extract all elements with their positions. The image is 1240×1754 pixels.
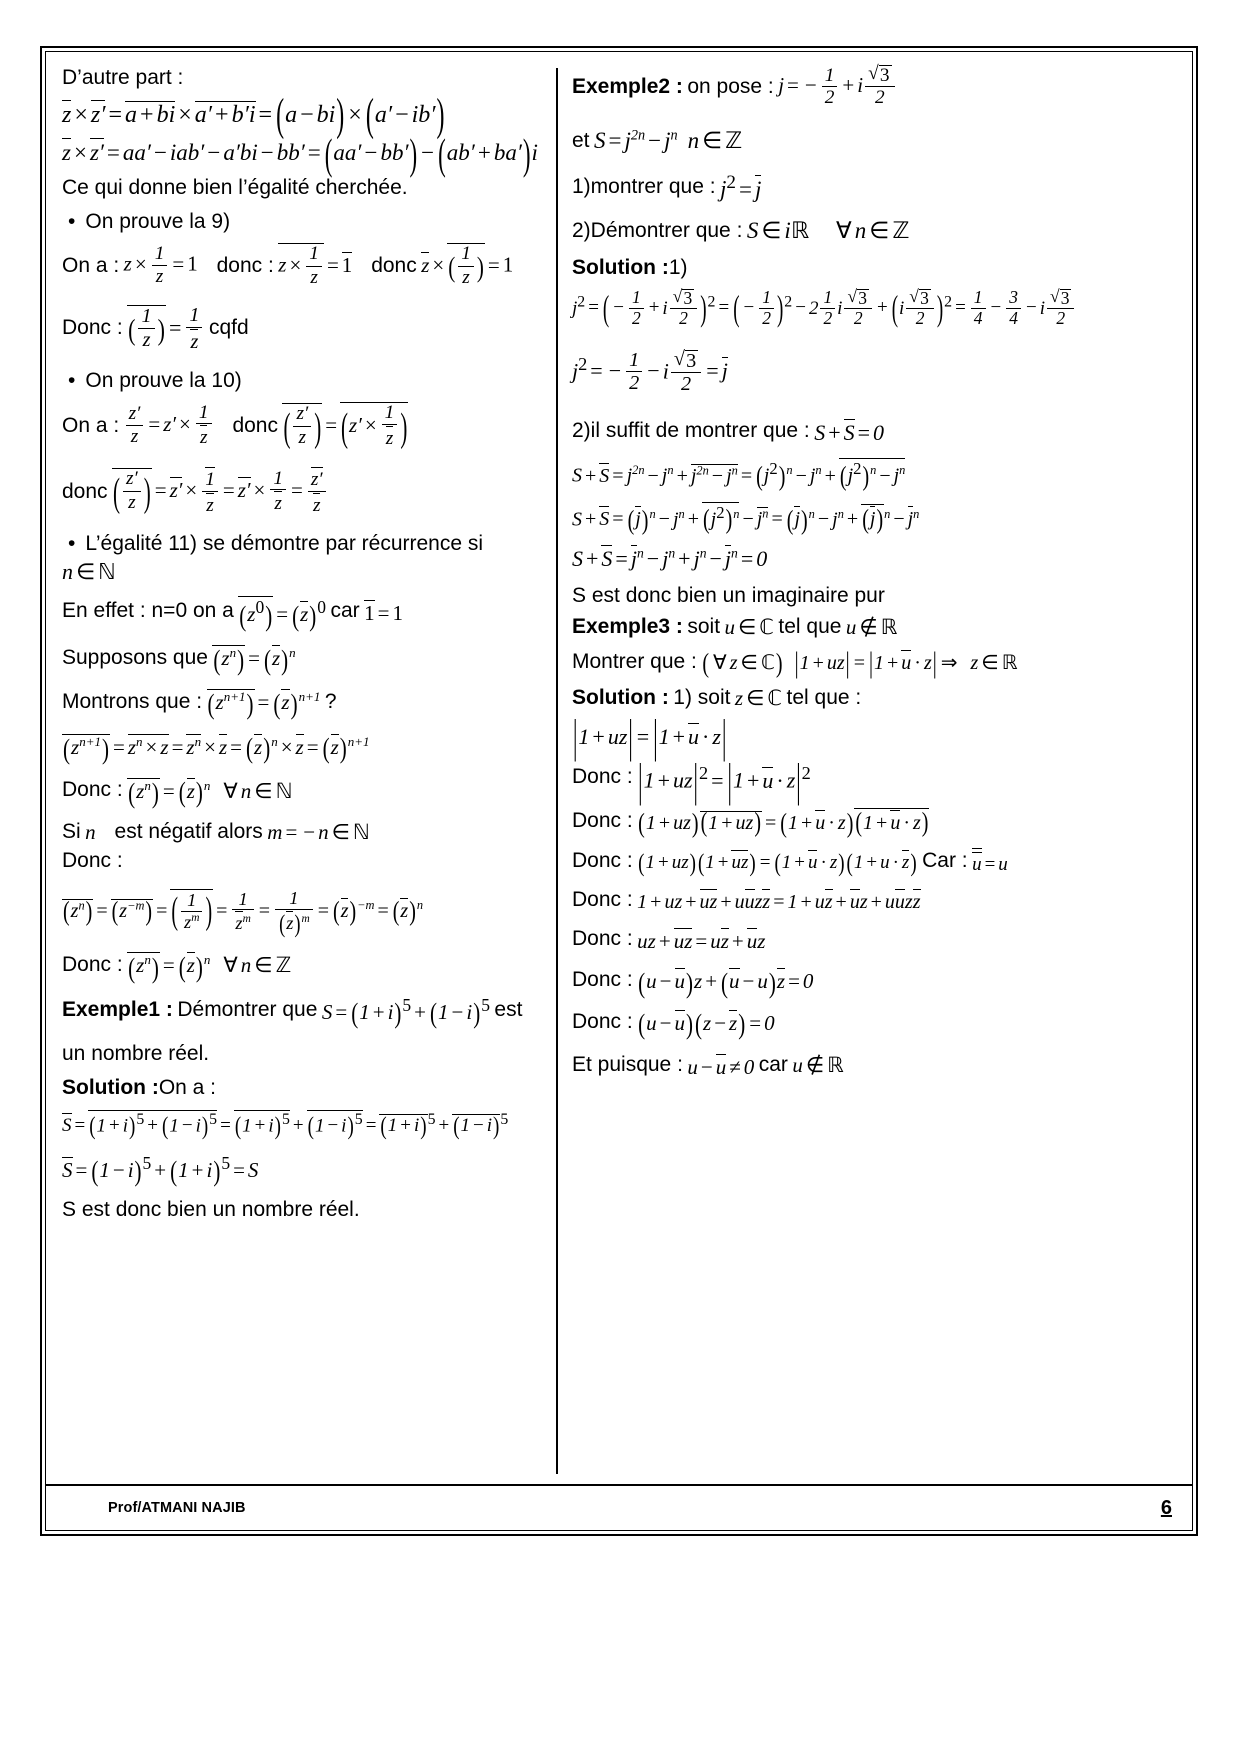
equation-factored-1: Donc : (u − u)z + (u − u)z = 0 [572,966,814,999]
equation-si-n-negatif: Si n est négatif alors m = − n ∈ ℕ [62,819,370,844]
equation-Sbar-result: $S = (1 - i)^5 + (1 + i)^5 = S$ [62,1152,259,1188]
equation-recurrence-step: $(z^{n+1}) = z^n \times z = z^n \times z = (z)^n \times z = (z)^{n+1}$ [63,731,370,765]
solution1-label: Solution : [62,1076,159,1100]
et-label: et [572,128,590,152]
equation-modulus-squared: Donc : $|1 + uz|^2 = |1 + u \cdot z|^2$ [572,753,811,806]
donc-label-2: donc [371,253,417,277]
bullet-prouve-9 [62,210,548,234]
q2-intro-label: 2)il suffit de montrer que : [572,419,810,443]
solution3-line: Solution : 1) soit z ∈ ℂ tel que : [572,686,862,711]
line-dautre-part: D’autre part : [62,66,184,89]
equation-expansion: Donc : 1 + uz + uz + uuzz = 1 + uz + uz + uuzz [572,888,921,914]
equation-prove-9-line1: On a : z × $\frac{1}{z}$ = 1 donc : z × $\frac{1}{z}$ = 1 donc z × ( $\frac{1}{z}$ ) = 1 [62,243,514,288]
bullet-dot-icon: • [68,210,76,234]
car-label-r: Car : [922,849,968,873]
exemple2-text: on pose : [687,74,774,98]
question-mark: ? [324,690,337,714]
footer-page-number: 6 [1160,1496,1172,1519]
donc-label-r5: Donc : [572,927,633,951]
equation-simplified: Donc : uz + uz = uz + uz [572,927,766,953]
equation-j-squared-result: $j^2$ = − $\frac{1}{2}$ − i √ $\frac{3}{2}$ = j [572,351,1182,395]
exemple1-text: Démontrer que [177,998,318,1022]
exemple3-montrer: Montrer que : ( ∀ z ∈ ℂ) |1 + uz| = |1 + u · z| ⇒ z ∈ ℝ [572,646,1018,680]
equation-S-plus-Sbar-2: $S + S = (j)^n - j^n + (j^2)^n - j^n = (j)^n - j^n + (j)^n - j^n$ [572,502,920,536]
donc-label-r2: Donc : [572,808,633,832]
donc-label-4: donc [232,413,278,437]
donc-label-r4: Donc : [572,888,633,912]
two-column-body [46,52,1192,1484]
bullet-egalite-11 [62,532,548,556]
solution1-line [62,1076,548,1101]
donc-label-1: donc : [216,253,274,277]
right-conclusion-2: S est donc bien un imaginaire pur [572,584,885,608]
si-label: Si [62,819,81,843]
equation-conjugate-product-2: Donc : (1 + uz) (1 + uz) = (1 + u · z) (1 + u · z) Car : u = u [572,849,1008,878]
equation-montrons: Montrons que : $(z^{n+1}) = (z)^{n+1}$ ? [62,687,337,721]
et-puisque-label: Et puisque : [572,1053,683,1077]
car-label-2: car [758,1053,788,1077]
exemple2-S-definition: et $S = j^{2n} - j^n$ n ∈ ℤ [572,127,743,155]
footer-author: Prof/ATMANI NAJIB [108,1500,246,1516]
montrons-label: Montrons que : [62,690,203,714]
left-conclusion: S est donc bien un nombre réel. [62,1198,360,1222]
equation-et-puisque: Et puisque : u − u ≠ 0 car u ∉ ℝ [572,1053,844,1079]
equation-conjugate-product-1: Donc : (1 + uz) (1 + uz) = (1 + u · z) (1 + u · z) [572,808,929,839]
line-ce-qui-donne: Ce qui donne bien l’égalité cherchée. [62,176,408,200]
donc-label-r3: Donc : [572,849,633,873]
question2-label: 2)Démontrer que : [572,219,743,243]
question2-intro: 2)il suffit de montrer que : S + S = 0 [572,419,885,446]
page-footer [46,1484,1192,1530]
donc-label-r7: Donc : [572,1010,633,1034]
equation-modulus-eq: |1 + uz| = |1 + u · z| [573,709,727,763]
exemple3-telque: tel que [778,614,842,638]
equation-factored-2: Donc : (u − u)(z − z) = 0 [572,1007,775,1041]
equation-prove-9-result: Donc : ( $\frac{1}{z}$ ) = $\frac{1}{z}$ cqfd [62,304,249,353]
est-negatif-label: est négatif alors [114,819,263,843]
equation-en-effet-n0: En effet : n=0 on a $(z^0) = (z)^0$ car 1 = 1 [62,596,403,633]
page-inner-border [45,51,1193,1531]
equation-donc-zn-Z: Donc : $(z^n) = (z)^n$ ∀ n ∈ ℤ [62,950,292,984]
exemple1-est: est [494,998,523,1022]
equation-negative-exponent-chain: $(z^n) = (z^{-m})$ = ( $\frac{1}{z^m}$ ) = $\frac{1}{z^m}$ = $\frac{1}{(z)^m}$ = $(z)^{-m} = (z)^n$ [63,888,424,938]
on-a-label-1: On a : [62,253,120,277]
montrer-label: Montrer que : [572,649,697,673]
exemple3-text: soit [687,614,721,638]
right-column [558,52,1192,1484]
donc-label-r6: Donc : [572,968,633,992]
exemple3-statement: Exemple3 : soit u ∈ ℂ tel que u ∉ ℝ [572,614,898,639]
equation-S-plus-Sbar-3: $S + S = j^n - j^n + j^n - j^n = 0$ [572,545,768,572]
exemple1-statement: Exemple1 : Démontrer que $S = (1 + i)^5 + (1 - i)^5$ est [62,994,523,1030]
exemple2-statement: Exemple2 : on pose : j = − $\frac{1}{2}$ + i √ $\frac{3}{2}$ [572,66,1182,109]
equation-zbar-zbar-1: z × z′ = a + bi × a′ + b′i = (a − bi) × (a′ − ib′) [62,91,445,141]
equation-donc-zn-N: Donc : $(z^n) = (z)^n$ ∀ n ∈ ℕ [62,776,293,810]
exemple1-line2: un nombre réel. [62,1042,210,1066]
solution3-label: Solution : [572,686,669,710]
supposons-label: Supposons que [62,645,208,669]
equation-S-plus-Sbar-1: $S + S = j^{2n} - j^n + j^{2n} - j^n = (j^2)^n - j^n + (j^2)^n - j^n$ [572,459,906,492]
solution1-text: On a : [158,1076,217,1100]
bullet-prouve-10 [62,369,548,393]
en-effet-label: En effet : n=0 on a [62,599,234,623]
on-a-label-2: On a : [62,413,120,437]
equation-n-in-N: n ∈ ℕ [62,558,116,585]
solution3-text: 1) soit [673,686,731,710]
exemple2-label: Exemple2 : [572,74,683,98]
solution2-line [572,256,1182,281]
cqfd-label: cqfd [208,316,249,340]
donc-label-3: Donc : [62,316,123,340]
document-page [40,46,1198,1536]
donc-label-6: Donc : [62,778,123,802]
exemple1-label: Exemple1 : [62,998,173,1022]
equation-zbar-zbar-2: z × z′ = aa′ − iab′ − a′bi − bb′ = (aa′ − bb′) − (ab′ + ba′)i [62,131,538,179]
donc-label-5: donc [62,479,108,503]
exemple2-question-2: 2)Démontrer que : S ∈ iℝ ∀ n ∈ ℤ [572,218,910,245]
solution2-label: Solution : [572,255,669,279]
exemple3-label: Exemple3 : [572,614,683,638]
donc-label-r1: Donc : [572,765,633,789]
bullet-prouve-9-label: On prouve la 9) [85,210,231,234]
exemple2-question-1: 1)montrer que : $j^2 = j$ [572,172,762,203]
equation-Sbar-chain: $S = (1 + i)^5 + (1 - i)^5 = (1 + i)^5 + (1 - i)^5 = (1 + i)^5 + (1 - i)^5$ [62,1110,509,1141]
donc-label-7: Donc : [62,848,123,872]
equation-supposons: Supposons que $(z^n) = (z)^n$ [62,643,296,677]
solution2-num: 1) [668,255,688,279]
equation-j-squared-expand: $j^2$ = ( − $\frac{1}{2}$ + i √ $\frac{3}{2}$ )$^2$ = ( − $\frac{1}{2}$ )$^2$ − 2 $\frac{1}{2}$ i √ $\frac{3}{2}$ + (i √ $\frac{3}{2}$ )$^2$ = $\frac{1}{4}$ − $\frac{3}{4}$ − i √ $\frac{3}{2}$ [572,290,1182,329]
bullet-dot-icon-3: • [68,531,76,555]
car-label-1: car [330,599,360,623]
equation-prove-10-line2: donc ( $\frac{z'}{z}$ ) = z′ × $\frac{1}{z}$ = z′ × $\frac{1}{z}$ = $\frac{z'}{z}$ [62,468,548,516]
donc-label-8: Donc : [62,953,123,977]
bullet-egalite-11-label: L’égalité 11) se démontre par récurrence si [85,531,484,555]
left-column [46,52,556,1484]
bullet-dot-icon-2: • [68,368,76,392]
question1-label: 1)montrer que : [572,174,716,198]
equation-prove-10-line1: On a : $\frac{z'}{z}$ = z′ × $\frac{1}{z}$ donc ( $\frac{z'}{z}$ ) = (z′ × $\frac{1}{z}$ ) [62,401,408,450]
solution3-telque: tel que : [786,686,862,710]
bullet-prouve-10-label: On prouve la 10) [85,368,242,392]
